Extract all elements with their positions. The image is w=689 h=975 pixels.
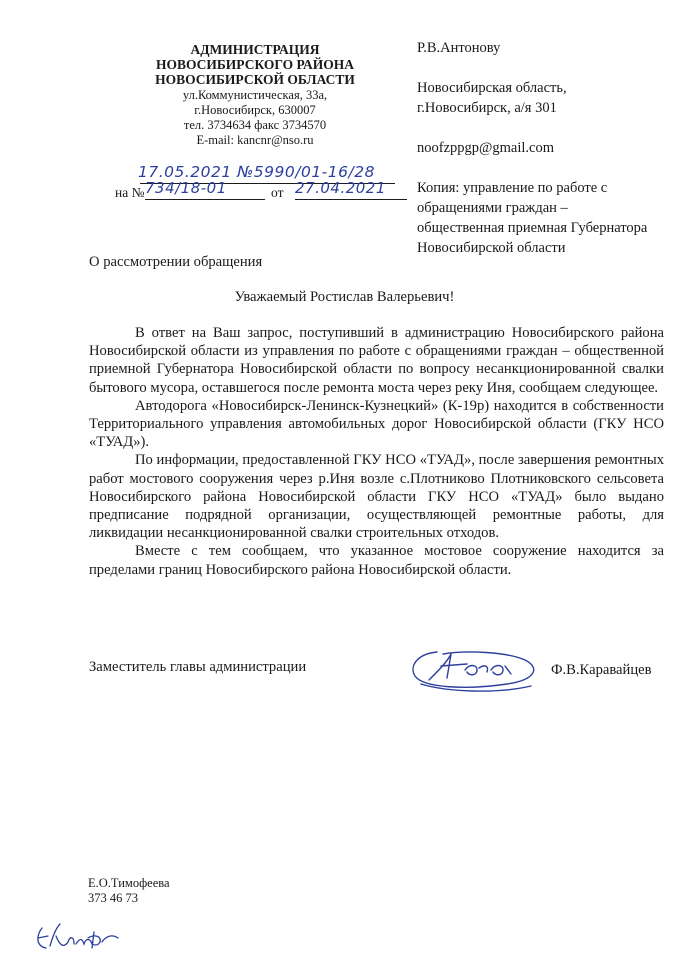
body-paragraph: По информации, предоставленной ГКУ НСО «ТУАД», после завершения ремонтных работ мостового сооружения через р.Иня возле с.Плотниково Плотниковского сельсовета Новосибирского района Новосибирской области ГКУ НСО «ТУАД» было выдано предписание подрядной организации, осуществляющей ремонтные работы, для ликвидации несанкционированной свалки строительных отходов. <box>89 452 664 542</box>
salutation: Уважаемый Ростислав Валерьевич! <box>234 289 455 305</box>
recipient-name: Р.В.Антонову <box>417 40 501 56</box>
org-address-city: г.Новосибирск, 630007 <box>194 103 316 117</box>
reply-date-prefix: от <box>271 185 284 200</box>
reply-to-number: 734/18-01 <box>145 179 227 197</box>
executor-name: Е.О.Тимофеева <box>88 876 170 890</box>
handwritten-signature <box>407 640 547 696</box>
body-paragraph: В ответ на Ваш запрос, поступивший в администрацию Новосибирского района Новосибирской области из управления по работе с обращениями граждан – общественной приемной Губернатора Новосибирской области по вопросу несанкционированной свалки бытового мусора, оставшегося после ремонта моста через реку Иня, сообщаем следующее. <box>89 325 664 396</box>
recipient-address-line-1: Новосибирская область, <box>417 80 567 96</box>
body-paragraph: Автодорога «Новосибирск-Ленинск-Кузнецкий» (К-19р) находится в собственности Территориального управления автомобильных дорог Новосибирской области (ГКУ НСО «ТУАД»). <box>89 397 664 451</box>
signatory-name: Ф.В.Каравайцев <box>551 662 652 678</box>
copy-line-1: Копия: управление по работе с <box>417 180 608 196</box>
recipient-email: noofzppgp@gmail.com <box>417 140 554 156</box>
letter-body <box>89 324 664 579</box>
copy-line-4: Новосибирской области <box>417 240 566 256</box>
org-name-line-2: НОВОСИБИРСКОГО РАЙОНА <box>155 57 355 72</box>
org-name-line-1: АДМИНИСТРАЦИЯ <box>190 42 320 57</box>
reply-reference <box>115 179 415 204</box>
org-email: E-mail: kancnr@nso.ru <box>196 133 314 147</box>
signatory-position: Заместитель главы администрации <box>89 659 307 675</box>
reply-to-date-line <box>295 179 407 200</box>
reply-to-prefix: на № <box>115 185 145 200</box>
recipient-address-line-2: г.Новосибирск, а/я 301 <box>417 100 557 116</box>
executor-block <box>88 876 170 906</box>
body-paragraph: Вместе с тем сообщаем, что указанное мостовое сооружение находится за пределами границ Новосибирского района Новосибирской области. <box>89 543 664 578</box>
executor-phone: 373 46 73 <box>88 891 138 905</box>
initials-mark <box>32 918 124 954</box>
org-phone-fax: тел. 3734634 факс 3734570 <box>183 118 327 132</box>
recipient-block <box>417 38 682 258</box>
org-address-street: ул.Коммунистическая, 33а, <box>182 88 328 102</box>
reply-to-number-line <box>145 179 265 200</box>
reply-to-date: 27.04.2021 <box>295 179 386 197</box>
org-name-line-3: НОВОСИБИРСКОЙ ОБЛАСТИ <box>155 72 355 87</box>
letterhead <box>130 42 380 148</box>
copy-line-3: общественная приемная Губернатора <box>417 220 648 236</box>
copy-line-2: обращениями граждан – <box>417 200 568 216</box>
subject: О рассмотрении обращения <box>89 254 263 270</box>
outgoing-number: 17.05.2021 №5990/01-16/28 <box>138 163 375 181</box>
